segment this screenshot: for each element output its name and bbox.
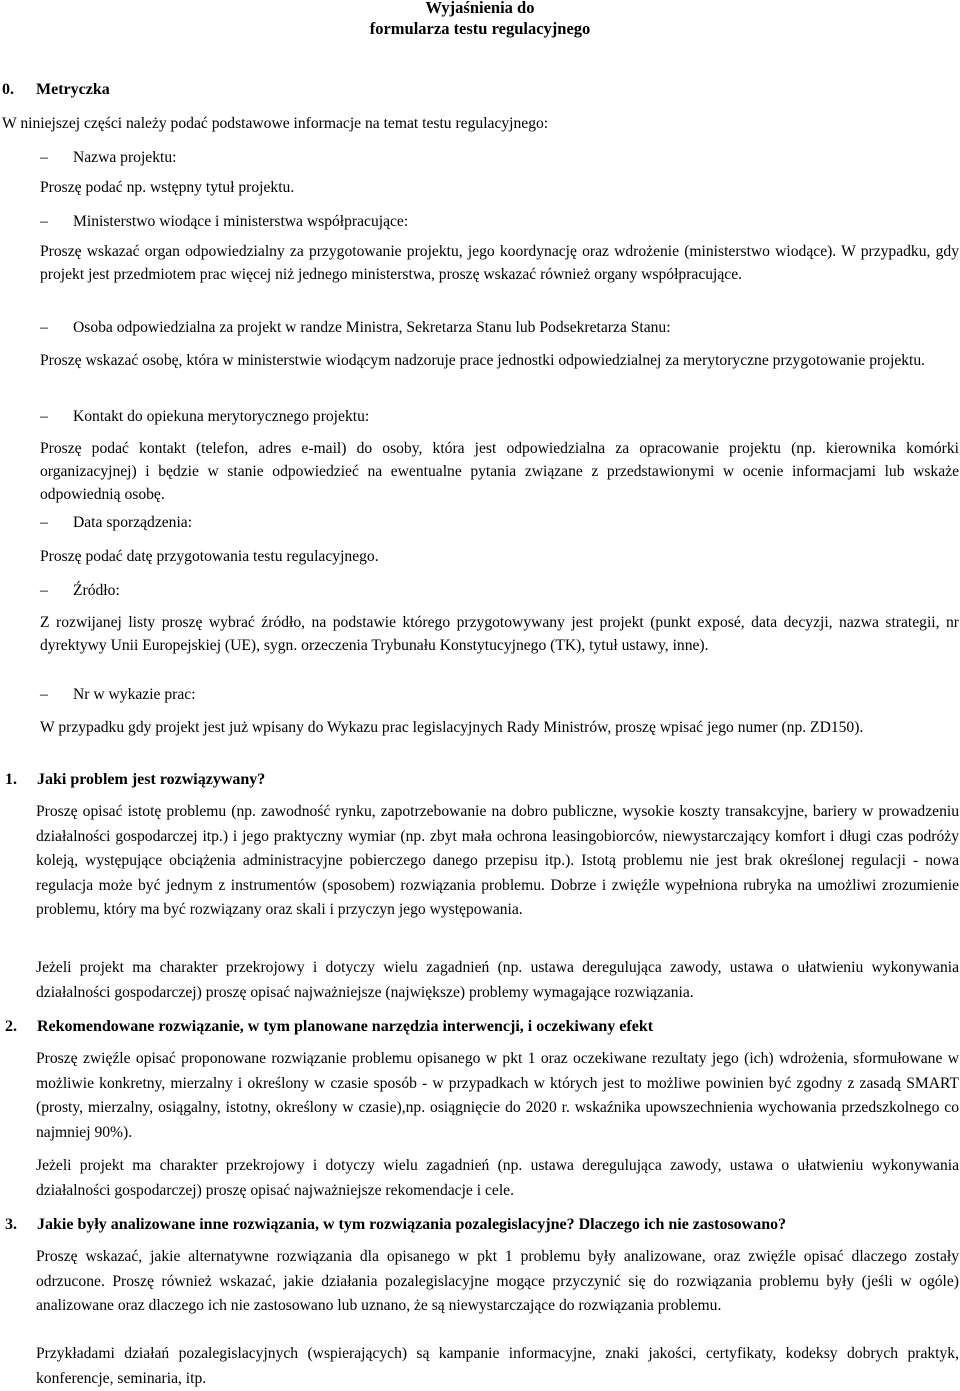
field-kontakt-label	[40, 406, 369, 428]
field-zrodlo-text: Z rozwijanej listy proszę wybrać źródło, na podstawie którego przygotowywany jest projekt (punkt exposé, data decyzji, nazwa strategii, nr dyrektywy Unii Europejskiej (UE), sygn. orzeczenia Trybunału Konstytucyjnego (TK), tytuł ustawy, inne).	[40, 614, 959, 654]
section-2-title: Rekomendowane rozwiązanie, w tym planowane narzędzia interwencji, i oczekiwany efekt	[37, 1018, 654, 1035]
dash-bullet-icon: –	[40, 408, 48, 425]
section-3-heading	[5, 1214, 786, 1236]
section-0-heading	[2, 79, 110, 101]
field-data-text: Proszę podać datę przygotowania testu regulacyjnego.	[40, 548, 379, 565]
field-label: Kontakt do opiekuna merytorycznego projektu:	[73, 408, 370, 425]
field-label: Data sporządzenia:	[73, 514, 193, 531]
dash-bullet-icon: –	[40, 686, 48, 703]
section-1-number: 1.	[5, 771, 17, 788]
section-2-heading	[5, 1016, 653, 1038]
field-zrodlo-label	[40, 580, 120, 602]
section-0-number: 0.	[2, 81, 14, 98]
document-title-line-1: Wyjaśnienia do	[425, 0, 535, 17]
field-label: Ministerstwo wiodące i ministerstwa współpracujące:	[73, 213, 409, 230]
field-kontakt-text: Proszę podać kontakt (telefon, adres e-mail) do osoby, która jest odpowiedzialna za opracowanie projektu (np. kierownika komórki organizacyjnej) i będzie w stanie odpowiedzieć na ewentualne pytania związane z przedstawionymi w ocenie informacjami lub wskaże odpowiednią osobę.	[40, 440, 959, 503]
section-1-heading	[5, 769, 265, 791]
dash-bullet-icon: –	[40, 514, 48, 531]
section-2-number: 2.	[5, 1018, 17, 1035]
section-2-paragraph-2: Jeżeli projekt ma charakter przekrojowy i dotyczy wielu zagadnień (np. ustawa deregulująca zawody, ustawa o ułatwieniu wykonywania działalności gospodarczej) proszę opisać najważniejsze rekomendacje i cele.	[36, 1157, 959, 1199]
dash-bullet-icon: –	[40, 582, 48, 599]
section-1-paragraph-1: Proszę opisać istotę problemu (np. zawodność rynku, zapotrzebowanie na dobro publiczne, wysokie koszty transakcyjne, bariery w prowadzeniu działalności gospodarczej itp.) i jego praktyczny wymiar (np. zbyt mała ochrona leasingobiorców, niewystarczający komfort i długi czas podróży koleją, występujące obciążenia administracyjne pobierczego danego przepisu itp.). Istotą problemu nie jest brak określonej regulacji - nowa regulacja może być jednym z instrumentów (sposobem) rozwiązania problemu. Dobrze i zwięźle wypełniona rubryka na umożliwi zrozumienie problemu, który ma być rozwiązany oraz skali i przyczyn jego występowania.	[36, 803, 959, 918]
field-nazwa-projektu-label	[40, 147, 176, 169]
field-ministerstwo-label	[40, 211, 408, 233]
section-1-title: Jaki problem jest rozwiązywany?	[37, 771, 266, 788]
document-title-line-2: formularza testu regulacyjnego	[369, 19, 591, 38]
section-3-paragraph-2: Przykładami działań pozalegislacyjnych (wspierających) są kampanie informacyjne, znaki jakości, certyfikaty, kodeksy dobrych praktyk, konferencje, seminaria, itp.	[36, 1345, 959, 1387]
field-ministerstwo-text: Proszę wskazać organ odpowiedzialny za przygotowanie projektu, jego koordynację oraz wdrożenie (ministerstwo wiodące). W przypadku, gdy projekt jest przedmiotem prac więcej niż jednego ministerstwa, proszę wskazać również organy współpracujące.	[40, 243, 959, 283]
section-3-number: 3.	[5, 1216, 17, 1233]
field-nazwa-projektu-text: Proszę podać np. wstępny tytuł projektu.	[40, 179, 295, 196]
dash-bullet-icon: –	[40, 319, 48, 336]
field-data-label	[40, 512, 192, 534]
field-nr-wykazu-text: W przypadku gdy projekt jest już wpisany do Wykazu prac legislacyjnych Rady Ministrów, proszę wpisać jego numer (np. ZD150).	[40, 719, 864, 736]
field-label: Nazwa projektu:	[73, 149, 177, 166]
section-3-title: Jakie były analizowane inne rozwiązania, w tym rozwiązania pozalegislacyjne? Dlaczego ich nie zastosowano?	[37, 1216, 787, 1233]
section-0-intro: W niniejszej części należy podać podstawowe informacje na temat testu regulacyjnego:	[2, 115, 549, 132]
field-nr-wykazu-label	[40, 684, 196, 706]
field-label: Nr w wykazie prac:	[73, 686, 196, 703]
section-2-paragraph-1: Proszę zwięźle opisać proponowane rozwiązanie problemu opisanego w pkt 1 oraz oczekiwane rezultaty jego (ich) wdrożenia, sformułowane w możliwie konkretny, mierzalny i określony w czasie sposób - w przypadkach w których jest to możliwe powinien być zgodny z zasadą SMART (prosty, mierzalny, osiągalny, istotny, określony w czasie),np. osiągnięcie do 2020 r. wskaźnika upowszechnienia wychowania przedszkolnego co najmniej 90%).	[36, 1050, 959, 1141]
field-label: Osoba odpowiedzialna za projekt w randze Ministra, Sekretarza Stanu lub Podsekretarza Stanu:	[73, 319, 671, 336]
field-label: Źródło:	[73, 582, 120, 599]
dash-bullet-icon: –	[40, 213, 48, 230]
section-3-paragraph-1: Proszę wskazać, jakie alternatywne rozwiązania dla opisanego w pkt 1 problemu były analizowane, oraz zwięźle opisać dlaczego zostały odrzucone. Proszę również wskazać, jakie działania pozalegislacyjne mogące przyczynić się do rozwiązania problemu były (jeśli w ogóle) analizowane oraz dlaczego ich nie zastosowano lub uznano, że są niewystarczające do rozwiązania problemu.	[36, 1248, 959, 1314]
section-0-title: Metryczka	[36, 81, 110, 98]
section-1-paragraph-2: Jeżeli projekt ma charakter przekrojowy i dotyczy wielu zagadnień (np. ustawa deregulująca zawody, ustawa o ułatwieniu wykonywania działalności gospodarczej) proszę opisać najważniejsze (największe) problemy wymagające rozwiązania.	[36, 959, 959, 1001]
field-osoba-odpowiedzialna-label	[40, 317, 671, 339]
dash-bullet-icon: –	[40, 149, 48, 166]
field-osoba-odpowiedzialna-text: Proszę wskazać osobę, która w ministerstwie wiodącym nadzoruje prace jednostki odpowiedzialnej za merytoryczne przygotowanie projektu.	[40, 352, 926, 369]
